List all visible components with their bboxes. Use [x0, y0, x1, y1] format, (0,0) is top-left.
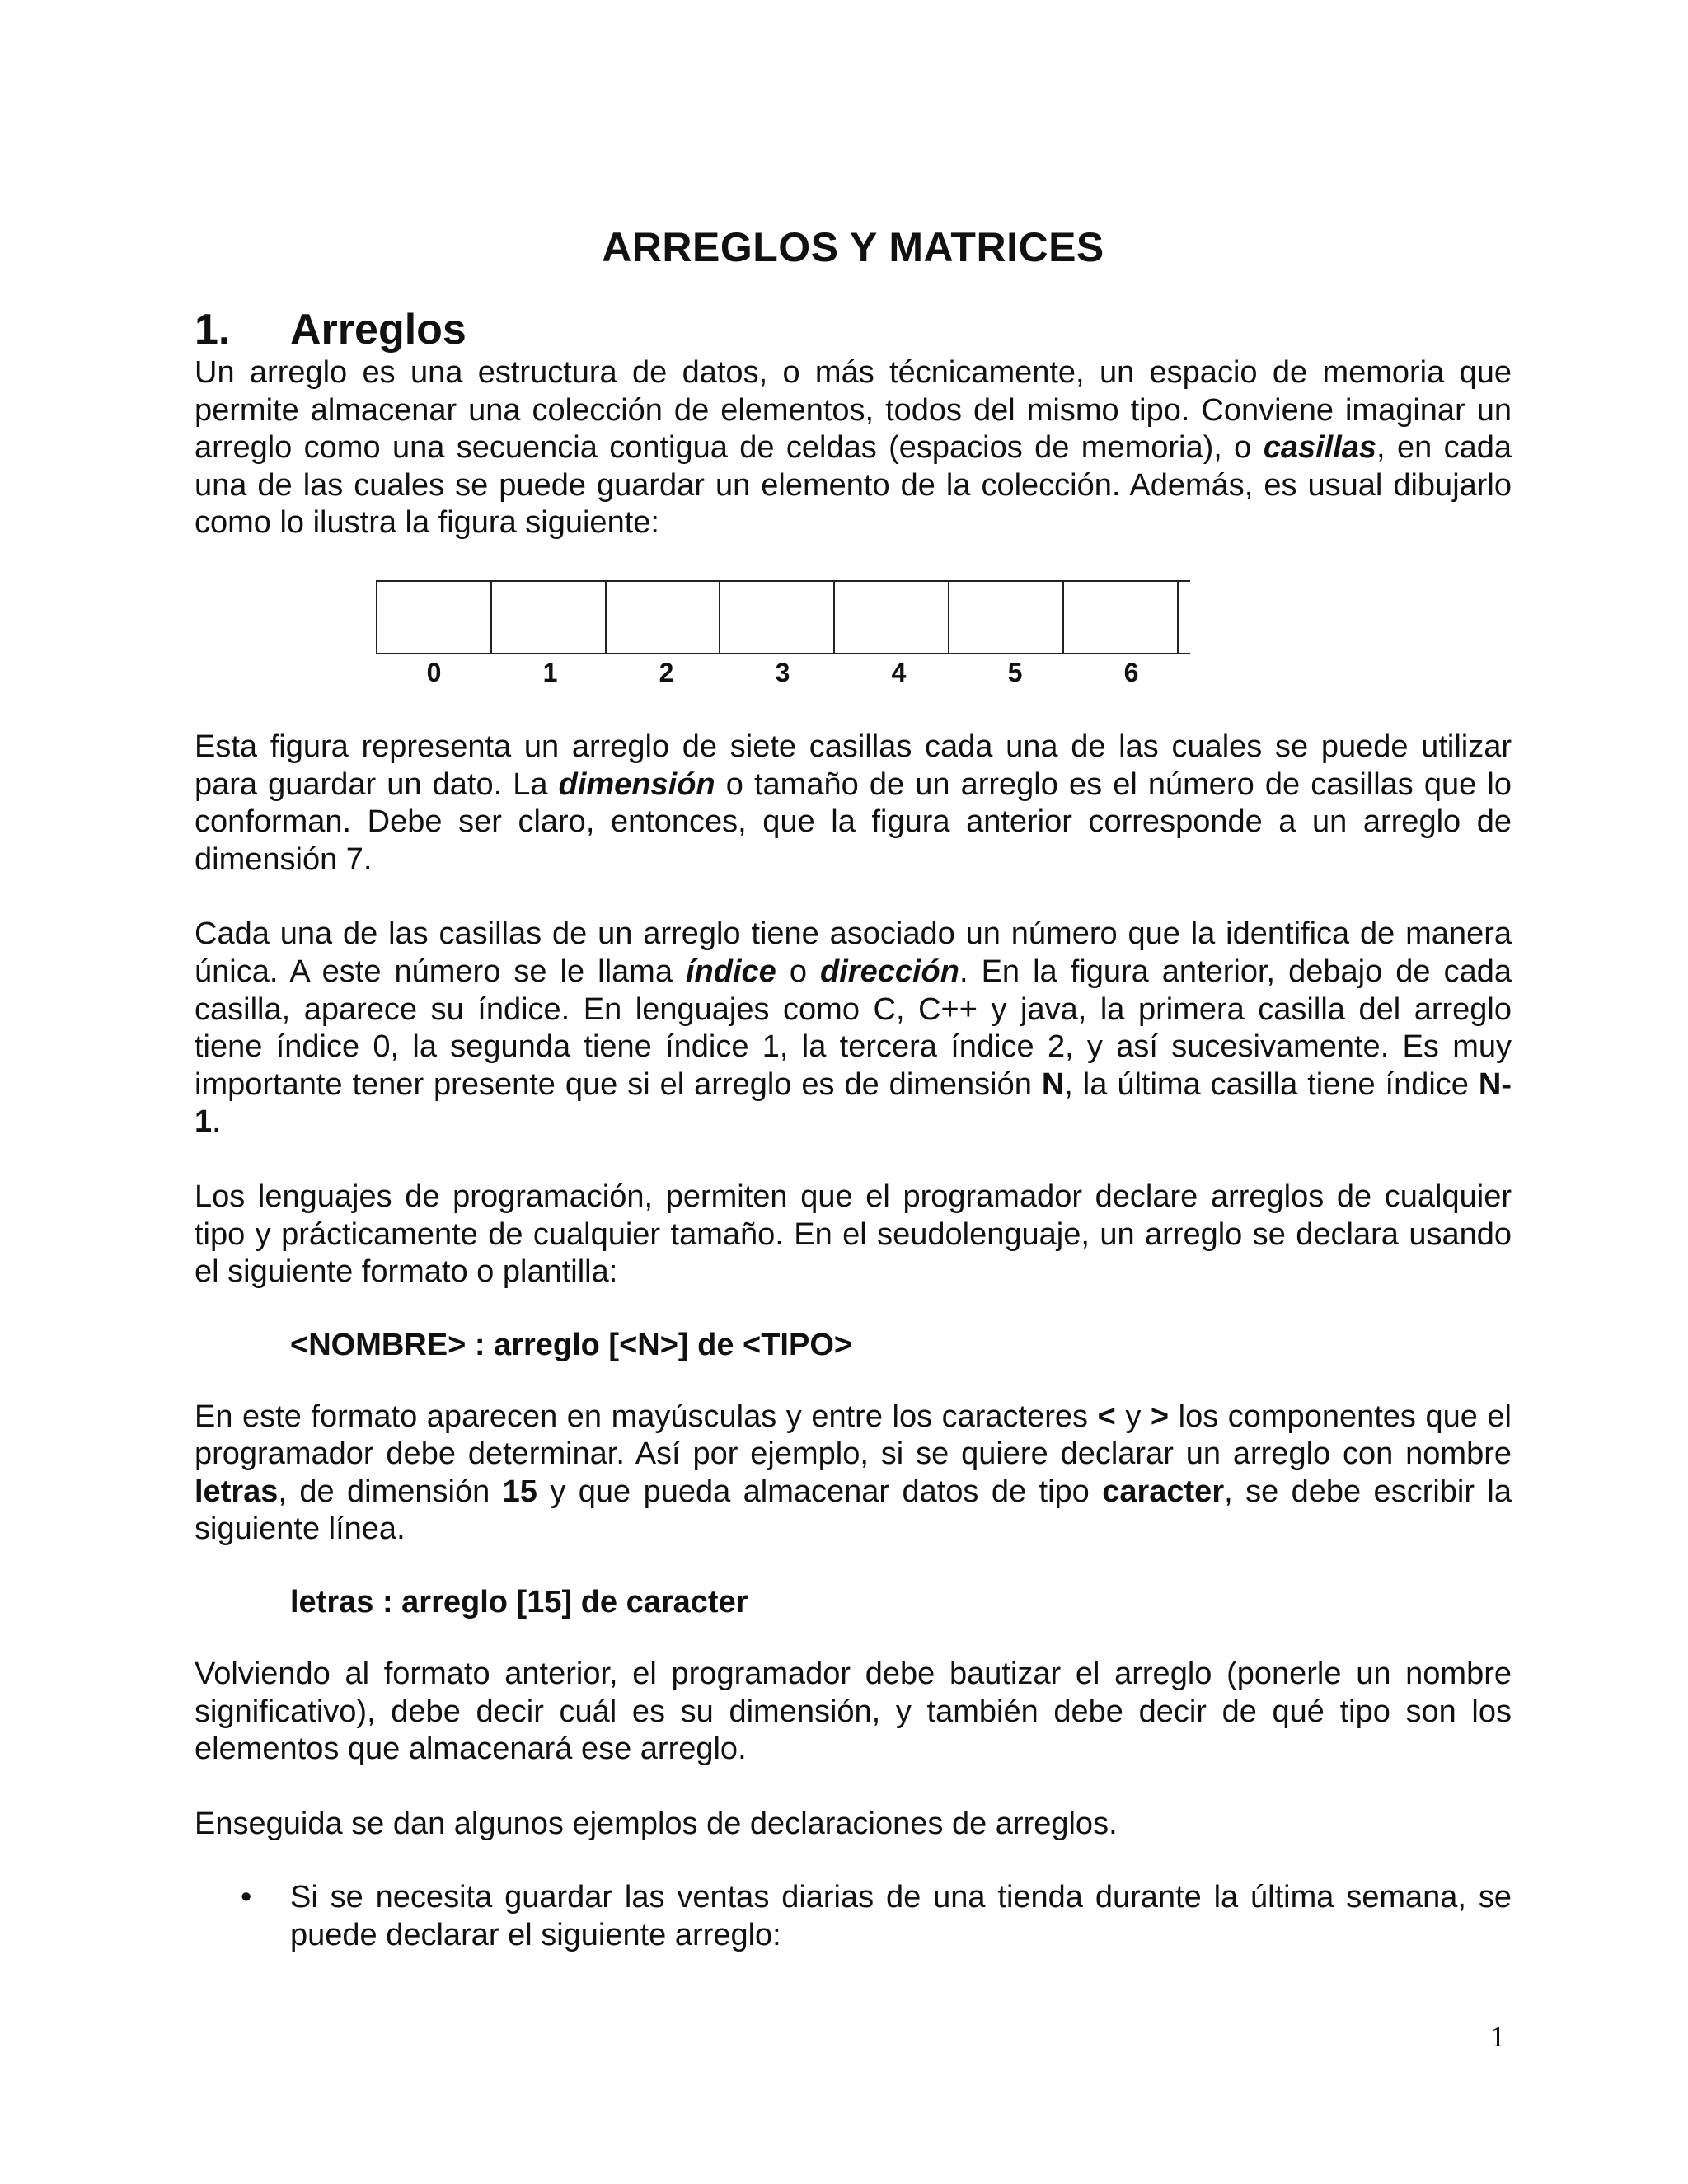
- array-cell: [607, 582, 721, 653]
- array-index: 1: [542, 657, 558, 687]
- text-span: y que pueda almacenar datos de tipo: [537, 1474, 1103, 1509]
- bold-lt: <: [1097, 1399, 1116, 1434]
- bold-letras: letras: [195, 1474, 279, 1509]
- examples-list: [195, 1879, 1512, 1954]
- array-cell: [492, 582, 607, 653]
- array-cell: [377, 582, 492, 653]
- bold-caracter: caracter: [1102, 1474, 1225, 1509]
- text-span: y: [1115, 1399, 1151, 1434]
- text-span: , en cada una de las cuales se puede guardar un elemento de la colección. Además, es usual dibujarlo como lo ilustra la figura siguiente:: [195, 430, 1512, 541]
- paragraph-naming: Volviendo al formato anterior, el programador debe bautizar el arreglo (ponerle un nombre significativo), debe decir cuál es su dimensión, y también debe decir de qué tipo son los elementos que almacenará ese arreglo.: [195, 1657, 1512, 1767]
- text-span: o: [776, 954, 821, 989]
- text-span: los componentes que el programador debe determinar. Así por ejemplo, si se quiere declarar un arreglo con nombre: [195, 1399, 1512, 1472]
- array-index: 5: [1007, 657, 1023, 687]
- bullet-icon: •: [241, 1880, 252, 1915]
- page-number: 1: [1490, 2020, 1505, 2053]
- section-number: 1.: [195, 306, 231, 354]
- emphasis-dimension: dimensión: [558, 766, 715, 802]
- text-span: , la última casilla tiene índice: [1064, 1066, 1479, 1102]
- text-span: En este formato aparecen en mayúsculas y entre los caracteres: [195, 1399, 1098, 1434]
- paragraph-format: [195, 1399, 1512, 1549]
- array-figure: [376, 580, 1190, 691]
- array-index: 2: [659, 657, 674, 687]
- document-page: [195, 223, 1512, 1955]
- text-span: o tamaño de un arreglo es el número de casillas que lo conforman. Debe ser claro, entonces, que la figura anterior corresponde a un arreglo de dimensión 7.: [195, 766, 1512, 877]
- paragraph-index: [195, 916, 1512, 1141]
- emphasis-indice: índice: [686, 954, 776, 989]
- emphasis-casillas: casillas: [1263, 430, 1377, 466]
- text-span: , se debe escribir la siguiente línea.: [195, 1474, 1512, 1547]
- array-index: 4: [891, 657, 907, 687]
- text-span: Esta figura representa un arreglo de siete casillas cada una de las cuales se puede utilizar para guardar un dato. La: [195, 729, 1512, 802]
- emphasis-direccion: dirección: [820, 954, 959, 989]
- array-index: 6: [1123, 657, 1139, 687]
- list-item-text: Si se necesita guardar las ventas diarias de una tienda durante la última semana, se puede declarar el siguiente arreglo:: [290, 1880, 1512, 1953]
- array-index-row: [376, 654, 1190, 691]
- code-example: letras : arreglo [15] de caracter: [290, 1585, 748, 1620]
- text-span: Cada una de las casillas de un arreglo tiene asociado un número que la identifica de manera única. A este número se le llama: [195, 916, 1512, 989]
- array-cell: [720, 582, 835, 653]
- text-span: .: [212, 1104, 221, 1140]
- section-title: Arreglos: [290, 306, 467, 354]
- array-cell: [950, 582, 1064, 653]
- array-index: 0: [426, 657, 442, 687]
- text-span: , de dimensión: [278, 1474, 503, 1509]
- array-cells: [376, 580, 1190, 654]
- array-cell: [835, 582, 950, 653]
- array-index: 3: [775, 657, 790, 687]
- paragraph-dimension: [195, 729, 1512, 879]
- text-span: . En la figura anterior, debajo de cada casilla, aparece su índice. En lenguajes como C, C++ y java, la primera casilla del arreglo tiene índice 0, la segunda tiene índice 1, la tercera índice 2, y así sucesivamente. Es muy importante tener presente que si el arreglo es de dimensión: [195, 954, 1512, 1102]
- bold-gt: >: [1150, 1399, 1170, 1434]
- list-item: [195, 1879, 1512, 1954]
- section-heading: [195, 305, 1512, 354]
- bold-15: 15: [502, 1474, 537, 1509]
- document-title: ARREGLOS Y MATRICES: [602, 224, 1104, 270]
- paragraph-intro: [195, 354, 1512, 542]
- paragraph-examples-intro: Enseguida se dan algunos ejemplos de declaraciones de arreglos.: [195, 1806, 1118, 1841]
- bold-n-minus-1: N-1: [195, 1066, 1512, 1140]
- array-cell: [1064, 582, 1179, 653]
- bold-n: N: [1041, 1066, 1065, 1102]
- paragraph-languages: Los lenguajes de programación, permiten que el programador declare arreglos de cualquier tipo y prácticamente de cualquier tamaño. En el seudolenguaje, un arreglo se declara usando el siguiente formato o plantilla:: [195, 1179, 1512, 1290]
- text-span: Un arreglo es una estructura de datos, o más técnicamente, un espacio de memoria que permite almacenar una colección de elementos, todos del mismo tipo. Conviene imaginar un arreglo como una secuencia contigua de celdas (espacios de memoria), o: [195, 355, 1512, 466]
- code-template: <NOMBRE> : arreglo [<N>] de <TIPO>: [290, 1327, 853, 1362]
